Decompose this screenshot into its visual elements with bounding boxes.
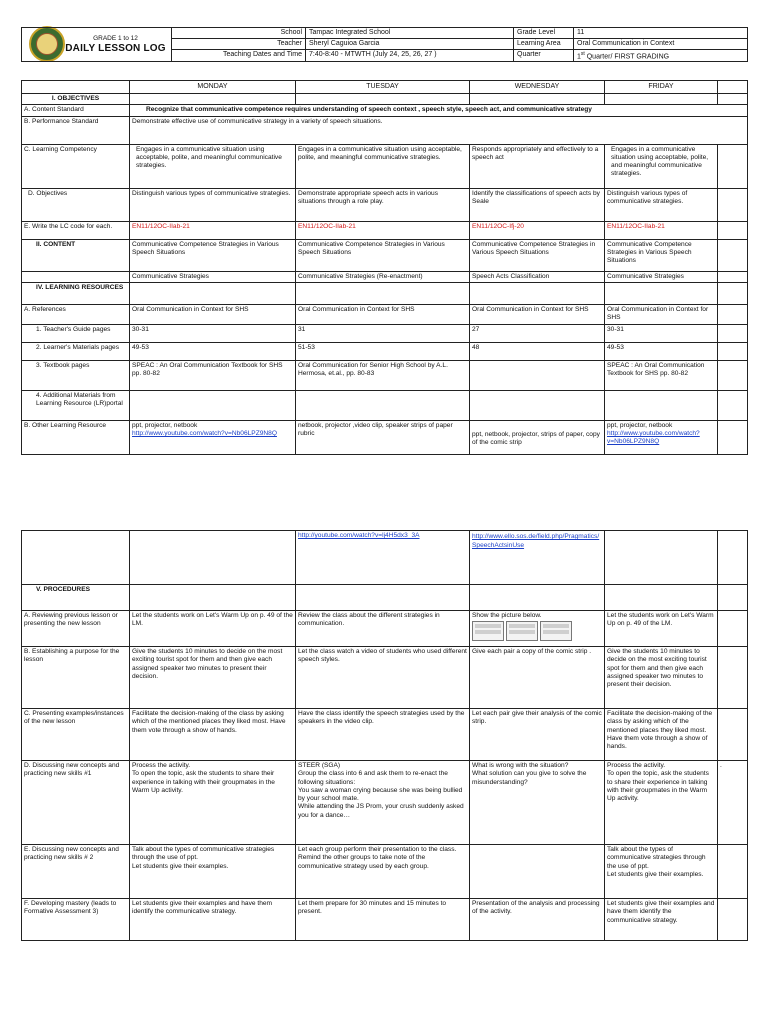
content-sub-tuesday: Communicative Strategies (Re-enactment) xyxy=(296,271,470,282)
lm-friday: 49-53 xyxy=(605,342,718,360)
corner-cell xyxy=(22,81,130,94)
lc-code-label: E. Write the LC code for each. xyxy=(22,221,130,239)
pragmatics-link[interactable]: http://www.ello.sos.de/field.php/Pragmatics/SpeechActsinUse xyxy=(472,533,600,549)
proc-f-tuesday: Let them prepare for 30 minutes and 15 minutes to present. xyxy=(296,899,470,941)
title-cell xyxy=(22,28,172,62)
content-sub-monday: Communicative Strategies xyxy=(130,271,296,282)
competency-friday: Engages in a communicative situation using acceptable, polite, and meaningful communicative strategies. xyxy=(605,144,718,188)
tb-friday: SPEAC : An Oral Communication Textbook for SHS pp. 80-82 xyxy=(605,360,718,390)
resources-label: IV. LEARNING RESOURCES xyxy=(22,282,130,304)
objectives-heading: I. OBJECTIVES xyxy=(22,94,130,105)
proc-b-tuesday: Let the class watch a video of students who used different speech styles. xyxy=(296,647,470,709)
competency-wednesday: Responds appropriately and effectively to a speech act xyxy=(470,144,605,188)
tg-tuesday: 31 xyxy=(296,324,470,342)
lesson-table-page-2 xyxy=(21,530,748,941)
proc-c-wednesday: Let each pair give their analysis of the comic strip. xyxy=(470,709,605,761)
lc-code-friday: EN11/12OC-IIab-21 xyxy=(605,221,718,239)
proc-a-tuesday: Review the class about the different strategies in communication. xyxy=(296,611,470,647)
comic-strip-image xyxy=(472,621,602,641)
header-table xyxy=(21,27,748,62)
performance-standard-label: B. Performance Standard xyxy=(22,116,130,144)
other-label: B. Other Learning Resource xyxy=(22,420,130,454)
other-tuesday: netbook, projector ,video clip, speaker strips of paper rubric xyxy=(296,420,470,454)
learning-area-label: Learning Area xyxy=(514,39,574,50)
proc-d-label: D. Discussing new concepts and practicing new skills #1 xyxy=(22,761,130,845)
teacher-label: Teacher xyxy=(172,39,306,50)
tb-tuesday: Oral Communication for Senior High School by A.L. Hermosa, et.al., pp. 80-83 xyxy=(296,360,470,390)
lm-monday: 49-53 xyxy=(130,342,296,360)
proc-c-monday: Facilitate the decision-making of the class by asking which of the mentioned places they liked most. Have them vote through a show of hands. xyxy=(130,709,296,761)
day-friday: FRIDAY xyxy=(605,81,718,94)
proc-f-wednesday: Presentation of the analysis and processing of the activity. xyxy=(470,899,605,941)
proc-d-monday: Process the activity. To open the topic, ask the students to share their experience in talking with their groupmates in the Warm Up activity. xyxy=(130,761,296,845)
objectives-label: D. Objectives xyxy=(22,188,130,221)
objective-tuesday: Demonstrate appropriate speech acts in various situations through a role play. xyxy=(296,188,470,221)
content-standard-label: A. Content Standard xyxy=(22,105,130,116)
proc-d-friday: Process the activity. To open the topic, ask the students to share their experience in talking with their groupmates in the Warm Up activity. xyxy=(605,761,718,845)
proc-b-friday: Give the students 10 minutes to decide on the most exciting tourist spot for them and then give each assigned speaker two minutes to present their decision. xyxy=(605,647,718,709)
proc-e-tuesday: Let each group perform their presentation to the class. Remind the other groups to take note of the communicative strategy used by each group. xyxy=(296,845,470,899)
dates-value: 7:40-8:40 - MTWTH (July 24, 25, 26, 27 ) xyxy=(306,50,514,62)
other-wednesday: ppt, netbook, projector, strips of paper, copy of the comic strip xyxy=(470,420,605,454)
link-wednesday-cell xyxy=(470,531,605,585)
lc-code-wednesday: EN11/12OC-Ifj-20 xyxy=(470,221,605,239)
textbook-label: 3. Textbook pages xyxy=(22,360,130,390)
other-monday: ppt, projector, netbook http://www.youtube.com/watch?v=Nb06LPZ9N8Q xyxy=(130,420,296,454)
proc-a-label: A. Reviewing previous lesson or presenting the new lesson xyxy=(22,611,130,647)
proc-e-friday: Talk about the types of communicative strategies through the use of ppt. Let students give their examples. xyxy=(605,845,718,899)
proc-e-label: E. Discussing new concepts and practicing new skills # 2 xyxy=(22,845,130,899)
objective-monday: Distinguish various types of communicative strategies. xyxy=(130,188,296,221)
tb-wednesday xyxy=(470,360,605,390)
quarter-value: 1st Quarter/ FIRST GRADING xyxy=(574,50,748,62)
additional-label: 4. Additional Materials from Learning Resource (LR)portal xyxy=(22,390,130,420)
proc-f-label: F. Developing mastery (leads to Formative Assessment 3) xyxy=(22,899,130,941)
proc-f-monday: Let students give their examples and have them identify the communicative strategy. xyxy=(130,899,296,941)
performance-standard-value: Demonstrate effective use of communicative strategy in a variety of speech situations. xyxy=(130,116,748,144)
proc-b-monday: Give the students 10 minutes to decide on the most exciting tourist spot for them and then give each assigned speaker two minutes to present their decision. xyxy=(130,647,296,709)
proc-b-label: B. Establishing a purpose for the lesson xyxy=(22,647,130,709)
references-tuesday: Oral Communication in Context for SHS xyxy=(296,304,470,324)
content-monday: Communicative Competence Strategies in Various Speech Situations xyxy=(130,239,296,271)
proc-a-friday: Let the students work on Let's Warm Up on p. 49 of the LM. xyxy=(605,611,718,647)
competency-label: C. Learning Competency xyxy=(22,144,130,188)
learning-area-value: Oral Communication in Context xyxy=(574,39,748,50)
proc-c-friday: Facilitate the decision-making of the class by asking which of the mentioned places they liked most. Have them vote through a show of hands. xyxy=(605,709,718,761)
learners-label: 2. Learner's Materials pages xyxy=(22,342,130,360)
references-wednesday: Oral Communication in Context for SHS xyxy=(470,304,605,324)
youtube-link-monday[interactable]: http://www.youtube.com/watch?v=Nb06LPZ9N8Q xyxy=(132,430,277,438)
youtube-link-friday[interactable]: http://www.youtube.com/watch?v=Nb06LPZ9N8Q xyxy=(607,430,700,446)
procedures-label: V. PROCEDURES xyxy=(22,585,130,611)
grade-level-label: Grade Level xyxy=(514,28,574,39)
teacher-value: Sheryl Caguioa Garcia xyxy=(306,39,514,50)
tg-friday: 30-31 xyxy=(605,324,718,342)
proc-e-monday: Talk about the types of communicative strategies through the use of ppt. Let students give their examples. xyxy=(130,845,296,899)
content-tuesday: Communicative Competence Strategies in Various Speech Situations xyxy=(296,239,470,271)
grade-level-value: 11 xyxy=(574,28,748,39)
proc-d-tuesday: STEER (SGA) Group the class into 6 and ask them to re-enact the following situations: You saw a woman crying because she was being bullied by your school mate. While attending the JS Prom, your crush suddenly asked you for a dance… xyxy=(296,761,470,845)
objective-wednesday: Identify the classifications of speech acts by Seale xyxy=(470,188,605,221)
content-friday: Communicative Competence Strategies in Various Speech Situations xyxy=(605,239,718,271)
competency-tuesday: Engages in a communicative situation using acceptable, polite, and meaningful communicative strategies. xyxy=(296,144,470,188)
proc-a-wednesday: Show the picture below. xyxy=(470,611,605,647)
grade-range: GRADE 1 to 12 xyxy=(93,34,138,42)
references-label: A. References xyxy=(22,304,130,324)
day-wednesday: WEDNESDAY xyxy=(470,81,605,94)
proc-c-label: C. Presenting examples/instances of the new lesson xyxy=(22,709,130,761)
objective-friday: Distinguish various types of communicative strategies. xyxy=(605,188,718,221)
day-monday: MONDAY xyxy=(130,81,296,94)
references-friday: Oral Communication in Context for SHS xyxy=(605,304,718,324)
school-value: Tampac Integrated School xyxy=(306,28,514,39)
page-title: DAILY LESSON LOG xyxy=(65,42,166,54)
tg-wednesday: 27 xyxy=(470,324,605,342)
tg-monday: 30-31 xyxy=(130,324,296,342)
quarter-label: Quarter xyxy=(514,50,574,62)
link-tuesday-cell xyxy=(296,531,470,585)
content-sub-friday: Communicative Strategies xyxy=(605,271,718,282)
content-label: II. CONTENT xyxy=(22,239,130,271)
lc-code-tuesday: EN11/12OC-IIab-21 xyxy=(296,221,470,239)
proc-f-friday: Let students give their examples and have them identify the communicative strategy. xyxy=(605,899,718,941)
lesson-table-page-1 xyxy=(21,80,748,455)
proc-c-tuesday: Have the class identify the speech strategies used by the speakers in the video clip. xyxy=(296,709,470,761)
lc-code-monday: EN11/12OC-IIab-21 xyxy=(130,221,296,239)
content-sub-wednesday: Speech Acts Classification xyxy=(470,271,605,282)
other-friday: ppt, projector, netbook http://www.youtube.com/watch?v=Nb06LPZ9N8Q xyxy=(605,420,718,454)
references-monday: Oral Communication in Context for SHS xyxy=(130,304,296,324)
school-label: School xyxy=(172,28,306,39)
content-wednesday: Communicative Competence Strategies in Various Speech Situations xyxy=(470,239,605,271)
lm-tuesday: 51-53 xyxy=(296,342,470,360)
lm-wednesday: 48 xyxy=(470,342,605,360)
proc-d-wednesday: What is wrong with the situation? What solution can you give to solve the misunderstanding? xyxy=(470,761,605,845)
tb-monday: SPEAC : An Oral Communication Textbook for SHS pp. 80-82 xyxy=(130,360,296,390)
youtube-link-tuesday[interactable]: http://youtube.com/watch?v=lj4H5dx3_3A xyxy=(298,532,420,539)
proc-e-wednesday xyxy=(470,845,605,899)
proc-d-extra: . xyxy=(718,761,748,845)
content-standard-value: Recognize that communicative competence requires understanding of speech context , speech style, speech act, and communicative strategy xyxy=(130,105,748,116)
proc-b-wednesday: Give each pair a copy of the comic strip . xyxy=(470,647,605,709)
dates-label: Teaching Dates and Time xyxy=(172,50,306,62)
competency-monday: Engages in a communicative situation using acceptable, polite, and meaningful communicative strategies. xyxy=(130,144,296,188)
teachers-guide-label: 1. Teacher's Guide pages xyxy=(22,324,130,342)
day-tuesday: TUESDAY xyxy=(296,81,470,94)
proc-a-monday: Let the students work on Let's Warm Up on p. 49 of the LM. xyxy=(130,611,296,647)
